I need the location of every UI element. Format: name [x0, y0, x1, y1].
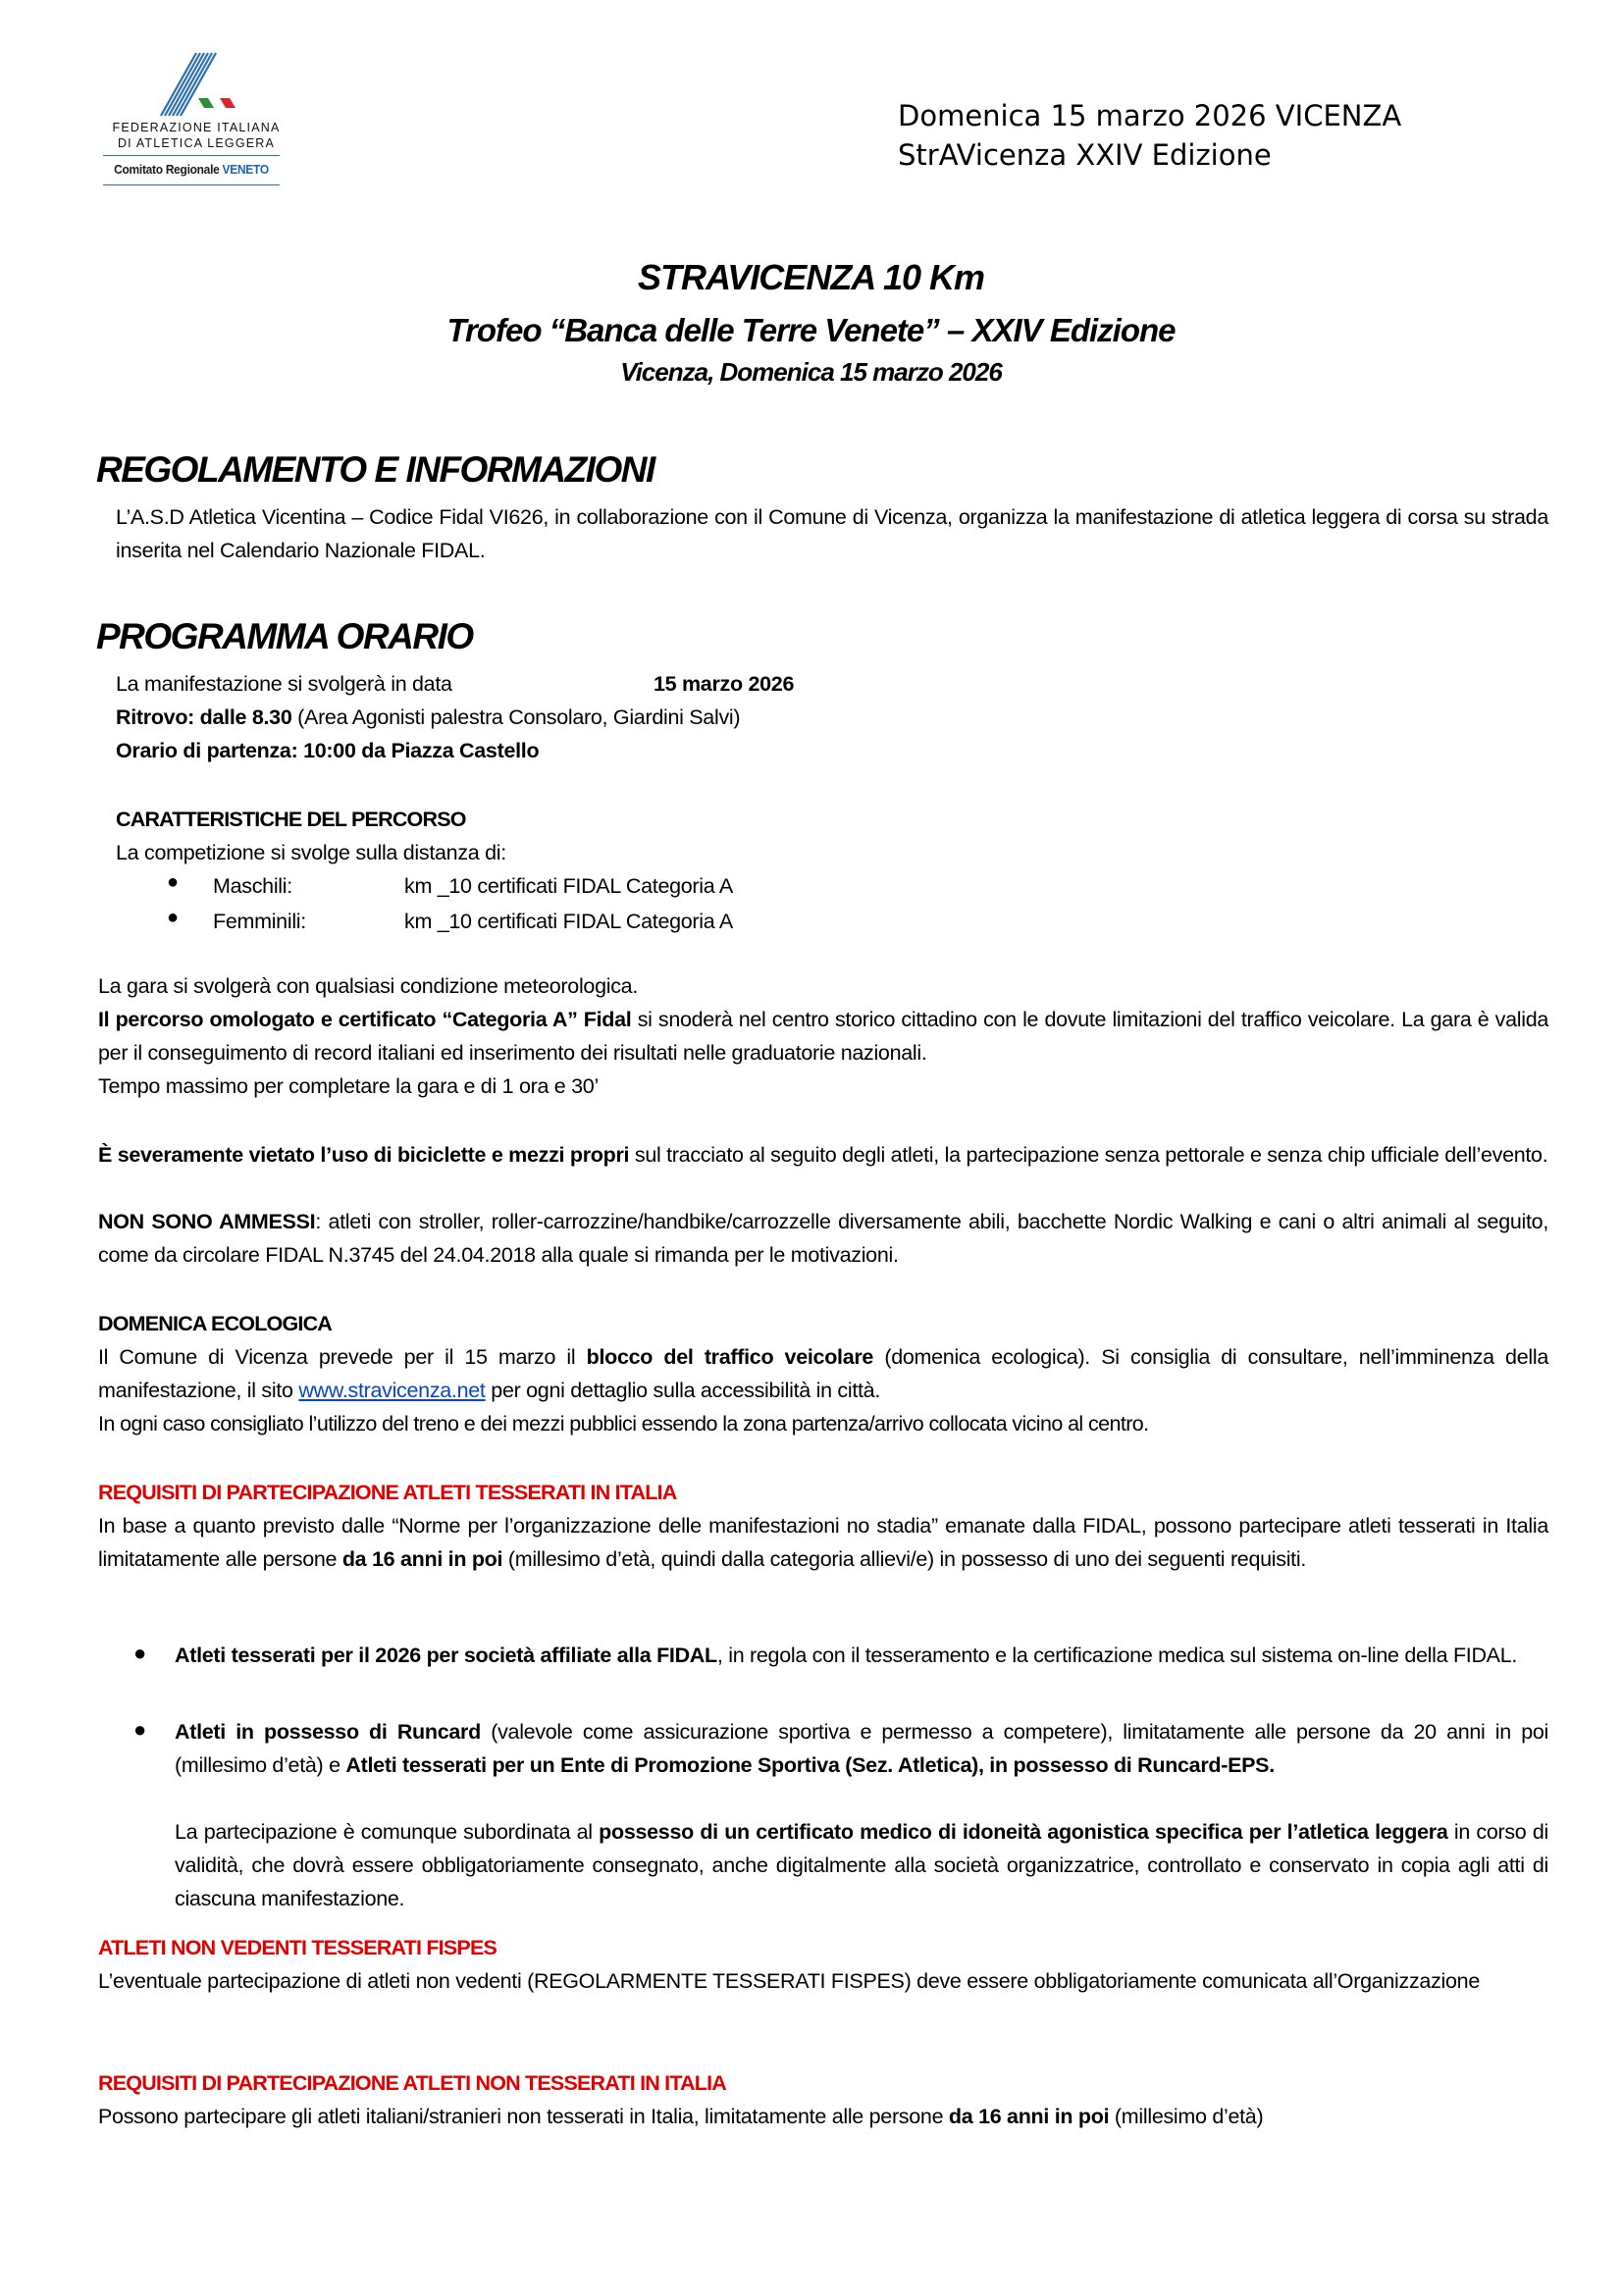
age-requirement: da 16 anni in poi: [948, 2105, 1110, 2128]
gara-non-ammessi: [98, 1205, 1548, 1272]
fispes-heading: ATLETI NON VEDENTI TESSERATI FISPES: [98, 1936, 497, 1959]
gara-meteo: La gara si svolgerà con qualsiasi condizione meteorologica.: [98, 974, 638, 998]
logo-line1: FEDERAZIONE ITALIANA: [112, 121, 281, 134]
requisiti-tesserati-intro: [98, 1509, 1548, 1576]
ecologica-text-part: Il Comune di Vicenza prevede per il 15 marzo il: [98, 1345, 587, 1369]
ecologica-text-part: (domenica ecologica). Si consiglia di consultare, nell’imminenza della manifestazione, il sito: [98, 1345, 1548, 1402]
divieto-label: È severamente vietato l’uso di biciclette e mezzi propri: [98, 1143, 630, 1167]
ritrovo-label: Ritrovo: dalle 8.30: [116, 705, 292, 729]
non-ammessi-description: : atleti con stroller, roller-carrozzine/handbike/carrozzelle diversamente abili, bacchette Nordic Walking e cani o altri animali al seguito, come da circolare FIDAL N.3745 del 24.04.2018 alla quale si rimanda per le motivazioni.: [98, 1210, 1549, 1267]
programma-date-label: La manifestazione si svolgerà in data: [116, 672, 452, 696]
requisiti-non-tesserati-heading: REQUISITI DI PARTECIPAZIONE ATLETI NON TESSERATI IN ITALIA: [98, 2071, 727, 2095]
section-heading-programma: PROGRAMMA ORARIO: [96, 616, 473, 656]
header-date-city: Domenica 15 marzo 2026 VICENZA: [898, 99, 1402, 132]
logo-divider: [103, 184, 280, 185]
gara-percorso: [98, 1003, 1548, 1070]
age-requirement: da 16 anni in poi: [341, 1547, 503, 1571]
header-event-info: [898, 96, 1401, 175]
programma-date-value: 15 marzo 2026: [654, 672, 795, 696]
distance-value: km _10 certificati FIDAL Categoria A: [404, 910, 733, 933]
fispes-text: L’eventuale partecipazione di atleti non vedenti (REGOLARMENTE TESSERATI FISPES) deve essere obbligatoriamente comunicata all’Organizzazione: [98, 1969, 1480, 1993]
requisito-eps-label: Atleti tesserati per un Ente di Promozione Sportiva (Sez. Atletica), in possesso di Runcard-EPS.: [345, 1753, 1275, 1777]
requisito-runcard: [175, 1715, 1548, 1782]
ritrovo-location: (Area Agonisti palestra Consolaro, Giardini Salvi): [291, 705, 741, 729]
non-tesserati-text-part: (millesimo d’età): [1109, 2105, 1264, 2128]
logo-federation-name: [98, 120, 294, 151]
non-ammessi-label: NON SONO AMMESSI: [98, 1210, 316, 1233]
fidal-logo: [98, 51, 294, 198]
bullet-icon: ●: [167, 871, 180, 893]
requisito-certificato-note: [175, 1815, 1548, 1915]
requisito-runcard-description: (valevole come assicurazione sportiva e permesso a competere), limitatamente alle persone da 20 anni in poi (millesimo d’età) e: [175, 1720, 1548, 1777]
ecologica-text: [98, 1340, 1548, 1407]
percorso-omologato-label: Il percorso omologato e certificato “Categoria A” Fidal: [98, 1008, 632, 1031]
requisiti-non-tesserati-text: [98, 2100, 1570, 2133]
distance-value: km _10 certificati FIDAL Categoria A: [404, 874, 733, 898]
programma-ritrovo: [116, 701, 740, 734]
main-title: STRAVICENZA 10 Km: [637, 257, 985, 297]
fidal-emblem-icon: [157, 51, 245, 118]
bullet-icon: ●: [167, 907, 180, 928]
requisiti-tesserati-heading: REQUISITI DI PARTECIPAZIONE ATLETI TESSERATI IN ITALIA: [98, 1481, 677, 1504]
logo-region: VENETO: [222, 162, 269, 177]
gara-divieto: [98, 1138, 1548, 1172]
percorso-heading: CARATTERISTICHE DEL PERCORSO: [116, 808, 466, 831]
requisito-fidal-label: Atleti tesserati per il 2026 per società affiliate alla FIDAL: [175, 1644, 717, 1667]
gara-tempo-massimo: Tempo massimo per completare la gara e di 1 ora e 30’: [98, 1074, 599, 1098]
subtitle-trophy: Trofeo “Banca delle Terre Venete” – XXIV Edizione: [446, 312, 1176, 348]
logo-committee: [106, 162, 278, 177]
note-text-part: in corso di validità, che dovrà essere obbligatoriamente consegnato, anche digitalmente alla società organizzatrice, controllato e conservato in copia agli atti di ciascuna manifestazione.: [175, 1820, 1548, 1910]
header-edition: StrAVicenza XXIV Edizione: [898, 138, 1272, 172]
percorso-intro: La competizione si svolge sulla distanza di:: [116, 841, 506, 864]
requisito-runcard-label: Atleti in possesso di Runcard: [175, 1720, 481, 1744]
distance-label: Maschili:: [213, 874, 292, 898]
intro-text-part: (millesimo d’età, quindi dalla categoria allievi/e) in possesso di uno dei seguenti requisiti.: [502, 1547, 1307, 1571]
bullet-icon: ●: [133, 1717, 147, 1742]
note-text-part: La partecipazione è comunque subordinata al: [175, 1820, 600, 1844]
requisito-fidal-description: , in regola con il tesseramento e la certificazione medica sul sistema on-line della FIDAL.: [716, 1644, 1518, 1667]
requisito-fidal: [175, 1639, 1548, 1672]
subtitle-date: Vicenza, Domenica 15 marzo 2026: [620, 357, 1002, 387]
bullet-icon: ●: [133, 1641, 147, 1665]
logo-divider: [103, 155, 280, 156]
divieto-description: sul tracciato al seguito degli atleti, la partecipazione senza pettorale e senza chip ufficiale dell’evento.: [629, 1143, 1548, 1167]
non-tesserati-text-part: Possono partecipare gli atleti italiani/stranieri non tesserati in Italia, limitatamente alle persone: [98, 2105, 949, 2128]
stravicenza-website-link[interactable]: www.stravicenza.net: [298, 1379, 486, 1402]
regolamento-text: L’A.S.D Atletica Vicentina – Codice Fidal VI626, in collaborazione con il Comune di Vicenza, organizza la manifestazione di atletica leggera di corsa su strada inserita nel Calendario Nazionale FIDAL.: [116, 505, 1548, 562]
section-heading-regolamento: REGOLAMENTO E INFORMAZIONI: [96, 449, 654, 490]
programma-partenza: Orario di partenza: 10:00 da Piazza Castello: [116, 739, 540, 762]
ecologica-treno: In ogni caso consigliato l’utilizzo del treno e dei mezzi pubblici essendo la zona partenza/arrivo collocata vicino al centro.: [98, 1412, 1149, 1435]
logo-committee-label: Comitato Regionale: [114, 162, 220, 177]
ecologica-heading: DOMENICA ECOLOGICA: [98, 1312, 333, 1335]
intro-text-part: In base a quanto previsto dalle “Norme per l’organizzazione delle manifestazioni no stadia” emanate dalla FIDAL, possono partecipare atleti tesserati in Italia limitatamente alle persone: [98, 1514, 1548, 1571]
distance-label: Femminili:: [213, 910, 306, 933]
logo-line2: DI ATLETICA LEGGERA: [117, 136, 276, 150]
percorso-description: si snoderà nel centro storico cittadino con le dovute limitazioni del traffico veicolare. La gara è valida per il conseguimento di record italiani ed inserimento dei risultati nelle graduatorie nazionali.: [98, 1008, 1549, 1065]
certificato-medico-label: possesso di un certificato medico di idoneità agonistica specifica per l’atletica leggera: [599, 1820, 1448, 1844]
blocco-traffico-label: blocco del traffico veicolare: [586, 1345, 874, 1369]
ecologica-text-part: per ogni dettaglio sulla accessibilità in città.: [485, 1379, 880, 1402]
